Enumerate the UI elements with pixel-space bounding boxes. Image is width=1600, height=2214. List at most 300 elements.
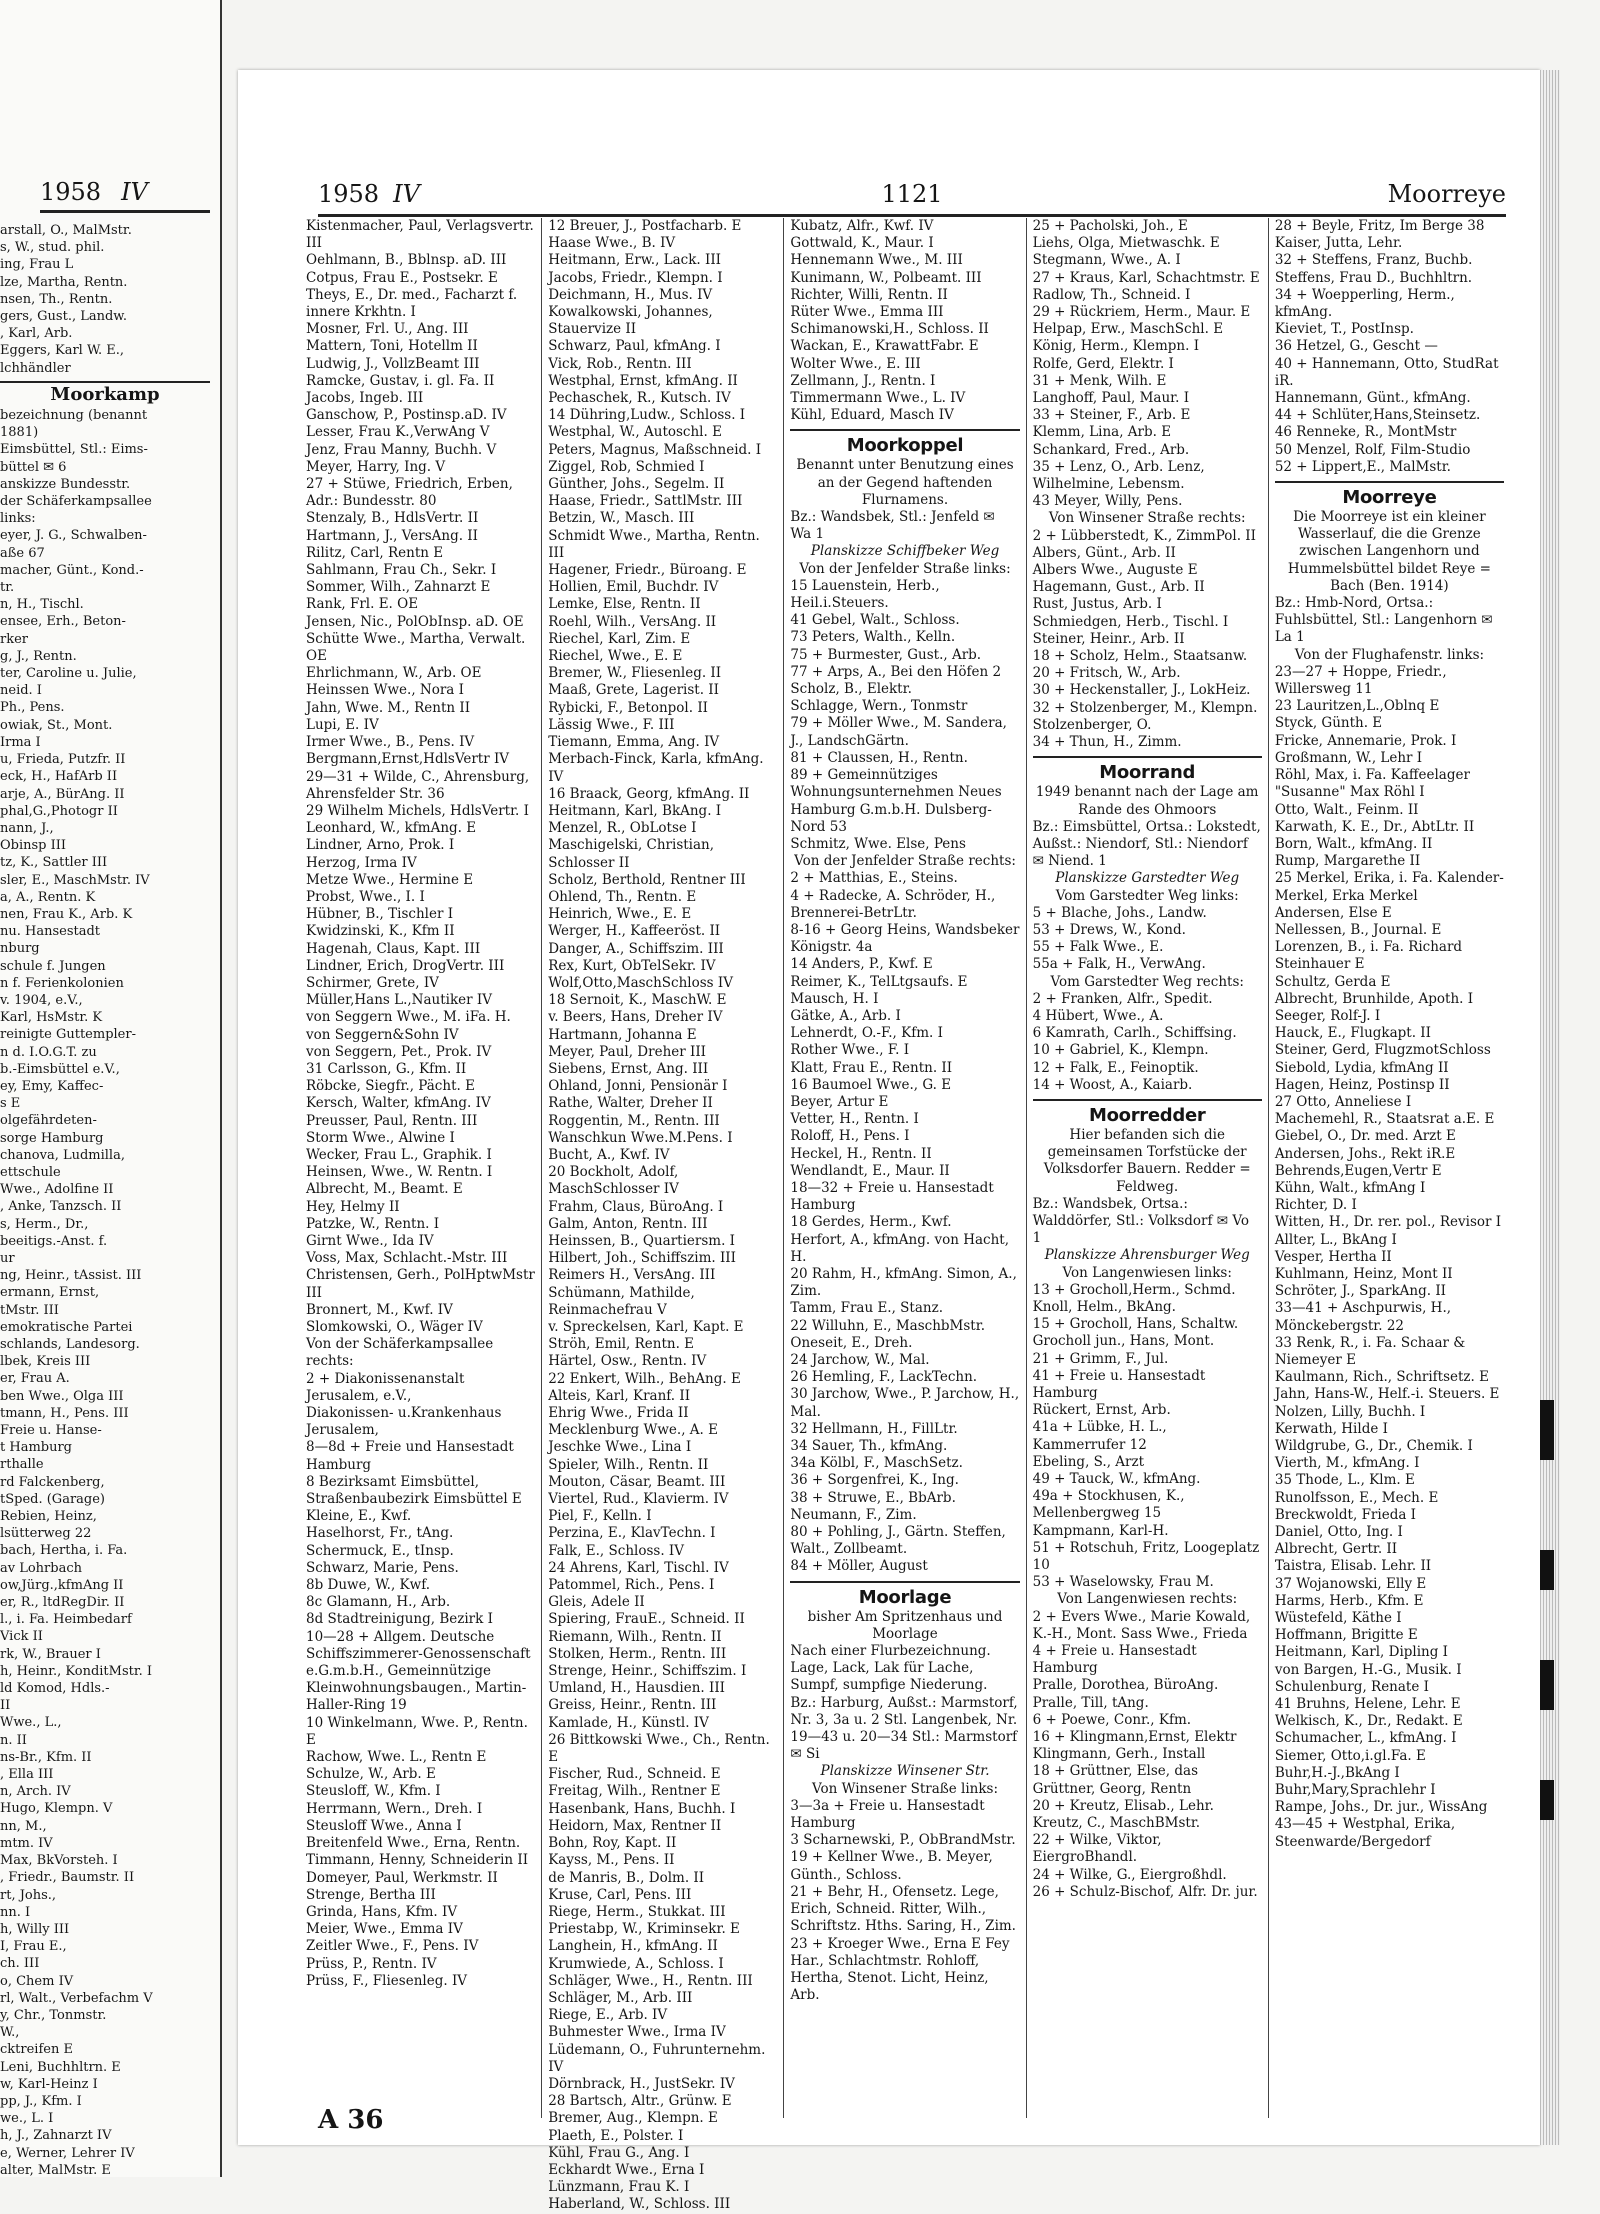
directory-entry: 4 Hübert, Wwe., A. [1032,1007,1164,1024]
directory-entry: 14 Anders, P., Kwf. E [790,956,933,973]
directory-entry: Mecklenburg Wwe., A. E [548,1422,718,1439]
directory-entry: Giebel, O., Dr. med. Arzt E [1274,1128,1456,1145]
directory-entry: Fischer, Rud., Schneid. E [548,1766,721,1783]
directory-entry: Christensen, Gerh., PolHptwMstr III [306,1267,535,1301]
directory-entry: Kruse, Carl, Pens. III [548,1886,692,1903]
directory-entry: Haselhorst, Fr., tAng. [306,1525,454,1542]
directory-entry: Galm, Anton, Rentn. III [548,1215,708,1232]
directory-entry: Kunimann, W., Polbeamt. III [790,269,982,286]
directory-entry: 18 + Grüttner, Else, das Grüttner, Georg, Rentn [1032,1763,1198,1797]
directory-entry: Jensen, Nic., PolObInsp. aD. OE [306,613,524,630]
directory-entry: Alteis, Karl, Kranf. II [548,1387,691,1404]
directory-entry: 28 Bartsch, Altr., Grünw. E [548,2093,732,2110]
directory-entry: Kuhlmann, Heinz, Mont II [1274,1265,1453,1282]
directory-entry: Steiner, Gerd, FlugzmotSchloss [1274,1042,1491,1059]
directory-entry: w, Karl-Heinz I [0,2076,98,2092]
directory-entry: 22 Willuhn, E., MaschbMstr. Oneseit, E., Dreh. [790,1317,985,1351]
directory-entry: Haase Wwe., B. IV [548,235,676,252]
directory-entry: Hauck, E., Flugkapt. II [1274,1025,1431,1042]
directory-entry: 43—45 + Westphal, Erika, Steenwarde/Bergedorf [1274,1816,1456,1850]
directory-entry: Rybicki, F., Betonpol. II [548,699,708,716]
directory-entry: rker [0,631,28,647]
header-volume: IV [393,180,420,208]
directory-entry: Riege, E., Arb. IV [548,2007,668,2024]
directory-entry: Preusser, Paul, Rentn. III [306,1112,478,1129]
directory-entry: 46 Renneke, R., MontMstr [1274,424,1457,441]
directory-entry: Kleine, E., Kwf. [306,1508,412,1525]
directory-entry: h, Heinr., KonditMstr. I [0,1663,153,1679]
directory-entry: Nach einer Flurbezeichnung. Lage, Lack, Lak für Lache, Sumpf, sumpfige Niederung. [790,1643,991,1694]
directory-entry: Heitmann, Karl, BkAng. I [548,802,722,819]
directory-entry: Eckhardt Wwe., Erna I [548,2161,705,2178]
directory-entry: rl, Walt., Verbefachm V [0,1990,153,2006]
column-5 [1269,218,1510,2118]
directory-entry: Schulze, W., Arb. E [306,1766,436,1783]
directory-entry: Schulenburg, Renate I [1274,1678,1429,1695]
directory-entry: e, Werner, Lehrer IV [0,2145,135,2161]
directory-entry: Rex, Kurt, ObTelSekr. IV [548,957,716,974]
directory-entry: tmann, H., Pens. III [0,1405,129,1421]
directory-entry: Priestabp, W., Kriminsekr. E [548,1921,740,1938]
directory-entry: Perzina, E., KlavTechn. I [548,1525,716,1542]
directory-entry: Vesper, Hertha II [1274,1248,1392,1265]
directory-entry: Haase, Friedr., SattlMstr. III [548,493,743,510]
directory-entry: ter, Caroline u. Julie, [0,666,137,682]
directory-entry: Scholz, B., Elektr. [790,681,912,698]
directory-entry: 18 + Scholz, Helm., Staatsanw. [1032,648,1248,665]
directory-entry: Kistenmacher, Paul, Verlagsvertr. III [306,218,534,252]
directory-entry: 30 + Heckenstaller, J., LokHeiz. [1032,682,1251,699]
column-1 [300,218,542,2118]
directory-entry: Jeschke Wwe., Lina I [548,1439,692,1456]
directory-entry: 24 Ahrens, Karl, Tischl. IV [548,1559,729,1576]
directory-entry: v. Beers, Hans, Dreher IV [548,1009,723,1026]
column-2 [542,218,784,2213]
directory-entry: 49a + Stockhusen, K., Mellenbergweg 15 [1032,1488,1185,1522]
directory-entry: pp, J., Kfm. I [0,2093,82,2109]
directory-entry: Rachow, Wwe. L., Rentn E [306,1749,487,1766]
directory-entry: s, W., stud. phil. [0,240,105,256]
directory-entry: 37 Wojanowski, Elly E [1274,1575,1427,1592]
directory-entry: Beyer, Artur E [790,1093,889,1110]
directory-entry: Richter, Willi, Rentn. II [790,286,948,303]
directory-entry: Lüdemann, O., Fuhrunternehm. IV [548,2041,766,2075]
directory-entry: von Seggern, Pet., Prok. IV [306,1043,492,1060]
street-note: bisher Am Spritzenhaus und Moorlage [807,1608,1003,1642]
directory-entry: Spiering, FrauE., Schneid. II [548,1611,745,1628]
directory-entry: a, A., Rentn. K [0,889,96,905]
directory-entry: Tiemann, Emma, Ang. IV [548,734,720,751]
directory-entry: Roloff, H., Pens. I [790,1128,910,1145]
directory-entry: tSped. (Garage) [0,1491,105,1507]
planskizze-note: Planskizze Winsener Str. [820,1763,990,1780]
directory-entry: Strenge, Heinr., Schiffszim. I [548,1663,747,1680]
directory-entry: ey, Emy, Kaffec- [0,1078,104,1094]
directory-entry: Kühn, Walt., kfmAng I [1274,1179,1426,1196]
directory-entry: Nellessen, B., Journal. E [1274,921,1442,938]
street-note: Hier befanden sich die gemeinsamen Torfstücke der Volksdorfer Bauern. Redder = Feldweg. [1043,1126,1251,1195]
directory-entry: lsütterweg 22 [0,1526,92,1542]
directory-entry: Bz.: Wandsbek, Ortsa.: Walddörfer, Stl.: Volksdorf ✉ Vo 1 [1032,1195,1250,1247]
directory-entry: 14 Dühring,Ludw., Schloss. I [548,407,746,424]
directory-entry: 18 Sernoit, K., MaschW. E [548,992,727,1009]
directory-entry: Wüstefeld, Käthe I [1274,1610,1402,1627]
directory-entry: 29 Wilhelm Michels, HdlsVertr. I [306,802,529,819]
directory-entry: 29 + Rückriem, Herm., Maur. E [1032,304,1251,321]
directory-entry: arstall, O., MalMstr. [0,223,132,238]
directory-entry: Kubatz, Alfr., Kwf. IV [790,218,934,234]
directory-entry: ettschule [0,1164,61,1180]
directory-entry: Schmidt Wwe., Martha, Rentn. III [548,527,760,561]
directory-entry: 14 + Woost, A., Kaiarb. [1032,1076,1193,1093]
directory-entry: lze, Martha, Rentn. [0,274,128,290]
directory-entry: Ehrig Wwe., Frida II [548,1405,689,1422]
directory-entry: Kaulmann, Rich., Schriftsetz. E [1274,1369,1489,1386]
directory-entry: 20 + Fritsch, W., Arb. [1032,665,1181,682]
directory-entry: von Bargen, H.-G., Musik. I [1274,1661,1462,1678]
directory-entry: Helpap, Erw., MaschSchl. E [1032,321,1224,338]
directory-entry: 15 + Grocholl, Hans, Schaltw. Grocholl jun., Hans, Mont. [1032,1316,1239,1350]
directory-entry: Heidorn, Max, Rentner II [548,1817,722,1834]
directory-entry: 81 + Claussen, H., Rentn. [790,749,968,766]
directory-entry: ben Wwe., Olga III [0,1388,124,1404]
directory-entry: eyer, J. G., Schwalben- [0,528,147,544]
directory-entry: 22 Enkert, Wilh., BehAng. E [548,1370,741,1387]
directory-entry: Westphal, W., Autoschl. E [548,424,722,441]
directory-entry: 36 + Sorgenfrei, K., Ing. [790,1472,959,1489]
directory-entry: Sommer, Wilh., Zahnarzt E [306,579,491,596]
directory-entry: Kühl, Frau G., Ang. I [548,2144,690,2161]
directory-entry: Storm Wwe., Alwine I [306,1129,455,1146]
directory-entry: Rust, Justus, Arb. I [1032,596,1162,613]
street-note: Von Winsener Straße rechts: [1048,510,1246,527]
directory-entry: Hilbert, Joh., Schiffszim. III [548,1250,736,1267]
directory-entry: h, Willy III [0,1921,70,1937]
directory-entry: 35 + Lenz, O., Arb. Lenz, Wilhelmine, Lebensm. [1032,458,1205,493]
directory-entry: Siebold, Lydia, kfmAng II [1274,1059,1449,1076]
directory-entry: 25 Merkel, Erika, i. Fa. Kalender-Merkel, Erka Merkel [1274,870,1504,904]
directory-entry: Klemm, Lina, Arb. E [1032,424,1172,441]
directory-entry: Herfort, A., kfmAng. von Hacht, H. [790,1231,1010,1265]
directory-entry: g, J., Rentn. [0,648,77,664]
directory-entry: arje, A., BürAng. II [0,786,125,802]
directory-entry: 51 + Rotschuh, Fritz, Loogeplatz 10 [1032,1539,1260,1574]
directory-entry: 12 + Falk, E., Feinoptik. [1032,1059,1199,1076]
directory-entry: Ludwig, J., VollzBeamt III [306,355,480,372]
directory-entry: Meyer, Paul, Dreher III [548,1043,706,1060]
directory-entry: u, Frieda, Putzfr. II [0,752,126,768]
directory-entry: Tamm, Frau E., Stanz. [790,1300,943,1317]
directory-entry: Dörnbrack, H., JustSekr. IV [548,2075,735,2092]
directory-entry: Günther, Johs., Segelm. II [548,476,725,493]
directory-entry: 28 + Beyle, Fritz, Im Berge 38 Kaiser, Jutta, Lehr. [1274,218,1485,252]
directory-entry: Taistra, Elisab. Lehr. II [1274,1558,1432,1575]
directory-entry: Maaß, Grete, Lagerist. II [548,682,719,699]
directory-entry: Bz.: Wandsbek, Stl.: Jenfeld ✉ Wa 1 [790,509,995,543]
directory-entry: Schumacher, L., kfmAng. I [1274,1730,1457,1747]
directory-entry: 2 + Evers Wwe., Marie Kowald, K.-H., Mont. Sass Wwe., Frieda [1032,1608,1251,1642]
directory-entry: 27 Otto, Anneliese I [1274,1093,1412,1110]
directory-entry: Metze Wwe., Hermine E [306,871,474,888]
directory-entry: 73 Peters, Walth., Kelln. [790,629,956,646]
directory-entry: 34 + Woepperling, Herm., kfmAng. [1274,286,1455,321]
directory-entry: 33 + Steiner, F., Arb. E [1032,407,1191,424]
directory-entry: 38 + Struwe, E., BbArb. Neumann, F., Zim. [790,1489,956,1523]
directory-entry: 53 + Waselowsky, Frau M. [1032,1574,1214,1591]
directory-entry: Müller,Hans L.,Nautiker IV [306,992,492,1009]
directory-entry: v. Spreckelsen, Karl, Kapt. E [548,1319,744,1335]
directory-entry: Ganschow, P., Postinsp.aD. IV [306,407,507,424]
directory-entry: 18 Gerdes, Herm., Kwf. [790,1214,952,1231]
directory-entry: Hagemann, Gust., Arb. II [1032,579,1205,596]
directory-entry: Steusloff Wwe., Anna I [306,1817,462,1834]
directory-entry: Diakonissen- u.Krankenhaus Jerusalem, [306,1405,502,1439]
directory-entry: 52 + Lippert,E., MalMstr. [1274,458,1451,475]
previous-page-volume: IV [121,178,148,206]
directory-entry: Rathe, Walter, Dreher II [548,1095,713,1112]
directory-entry: Andersen, Johs., Rekt iR.E [1274,1145,1456,1162]
directory-entry: rd Falckenberg, [0,1474,105,1490]
directory-entry: Menzel, R., ObLotse I [548,820,697,837]
directory-entry: neid. I [0,683,42,699]
street-note: Von der Flughafenstr. links: [1294,646,1485,663]
directory-entry: Heitmann, Karl, Dipling I [1274,1644,1449,1661]
directory-entry: Lesser, Frau K.,VerwAng V [306,424,490,441]
directory-entry: Vierth, M., kfmAng. I [1274,1455,1420,1472]
directory-entry: Steiner, Heinr., Arb. II [1032,630,1185,647]
street-note: Vom Garstedter Weg rechts: [1050,973,1244,990]
directory-entry: 41 + Freie u. Hansestadt Hamburg [1032,1367,1206,1401]
directory-entry: Steusloff, W., Kfm. I [306,1783,441,1800]
directory-entry: 27 + Stüwe, Friedrich, Erben, Adr.: Bundesstr. 80 [306,476,513,510]
directory-entry: Leonhard, W., kfmAng. E [306,820,477,837]
street-note: Von Langenwiesen rechts: [1057,1591,1238,1608]
directory-entry: 19 + Kellner Wwe., B. Meyer, Günth., Schloss. [790,1849,993,1883]
directory-entry: Albers, Günt., Arb. II [1032,544,1176,561]
directory-entry: Freitag, Wilh., Rentner E [548,1783,721,1800]
directory-entry: 4 + Freie u. Hansestadt Hamburg [1032,1643,1197,1677]
directory-entry: Schankard, Fred., Arb. [1032,441,1190,458]
directory-entry: Strenge, Bertha III [306,1886,436,1903]
directory-entry: Behrends,Eugen,Vertr E [1274,1162,1442,1179]
directory-entry: Lindner, Erich, DrogVertr. III [306,957,505,974]
directory-entry: Roehl, Wilh., VersAng. II [548,613,717,630]
directory-entry: Leni, Buchhltrn. E [0,2059,121,2075]
directory-entry: 3 Scharnewski, P., ObBrandMstr. [790,1832,1016,1849]
directory-entry: Hey, Helmy II [306,1198,400,1215]
directory-entry: 6 + Poewe, Conr., Kfm. [1032,1711,1192,1728]
directory-entry: Bergmann,Ernst,HdlsVertr IV [306,751,510,768]
previous-page-year: 1958 [40,178,102,206]
directory-entry: 41 Bruhns, Helene, Lehr. E [1274,1696,1461,1713]
street-note: 1949 benannt nach der Lage am Rande des Ohmoors [1035,784,1259,818]
directory-entry: Wolter Wwe., E. III [790,355,921,372]
directory-entry: Karwath, K. E., Dr., AbtLtr. II [1274,818,1475,835]
directory-entry: Rother Wwe., F. I [790,1042,910,1059]
directory-entry: anskizze Bundesstr. [0,476,131,492]
planskizze-note: Planskizze Ahrensburger Weg [1044,1247,1250,1264]
directory-entry: 2 + Franken, Alfr., Spedit. [1032,990,1213,1007]
directory-entry: 36 Hetzel, G., Gescht — [1274,338,1438,355]
directory-entry: Lemke, Else, Rentn. II [548,596,701,613]
directory-entry: Irma I [0,734,41,750]
directory-entry: Patzke, W., Rentn. I [306,1215,440,1232]
directory-entry: Hasenbank, Hans, Buchh. I [548,1800,736,1817]
directory-entry: 55a + Falk, H., VerwAng. [1032,956,1206,973]
directory-entry: , Anke, Tanzsch. II [0,1199,122,1215]
directory-entry: Schläger, M., Arb. III [548,1989,693,2006]
directory-entry: nen, Frau K., Arb. K [0,906,133,922]
directory-entry: büttel ✉ 6 [0,459,67,475]
directory-entry: Schümann, Mathilde, Reinmachefrau V [548,1284,695,1318]
directory-entry: links: [0,511,36,527]
directory-entry: sler, E., MaschMstr. IV [0,872,150,888]
directory-entry: Bremer, Aug., Klempn. E [548,2110,718,2127]
directory-entry: Ebeling, S., Arzt [1032,1453,1145,1470]
directory-entry: Kieviet, T., PostInsp. [1274,321,1414,338]
street-note: Von der Jenfelder Straße links: [799,560,1011,577]
directory-entry: 32 + Stolzenberger, M., Klempn. Stolzenberger, O. [1032,699,1258,733]
directory-entry: owiak, St., Mont. [0,717,113,733]
directory-entry: Rolfe, Gerd, Elektr. I [1032,355,1174,372]
directory-entry: Mouton, Cäsar, Beamt. III [548,1473,726,1490]
directory-entry: Hannemann, Günt., kfmAng. [1274,390,1471,407]
directory-entry: Kersch, Walter, kfmAng. IV [306,1095,491,1112]
directory-entry: Timmermann Wwe., L. IV [790,390,966,407]
directory-entry: Frahm, Claus, BüroAng. I [548,1198,724,1215]
directory-entry: Härtel, Osw., Rentn. IV [548,1353,707,1370]
directory-entry: 10 + Gabriel, K., Klempn. [1032,1042,1209,1059]
directory-entry: Ziggel, Rob, Schmied I [548,458,705,475]
directory-entry: Riechel, Wwe., E. E [548,648,683,665]
directory-entry: Schläger, Wwe., H., Rentn. III [548,1972,753,1989]
directory-entry: der Schäferkampsallee [0,494,152,510]
directory-entry: 8c Glamann, H., Arb. [306,1594,451,1611]
directory-entry: Fricke, Annemarie, Prok. I [1274,732,1457,749]
directory-entry: Buhmester Wwe., Irma IV [548,2024,726,2041]
directory-entry: Jacobs, Ingeb. III [306,390,424,407]
directory-entry: bach, Hertha, i. Fa. [0,1543,128,1559]
directory-entry: Lindner, Arno, Prok. I [306,837,455,854]
directory-entry: 16 Braack, Georg, kfmAng. II [548,785,750,802]
directory-entry: Von der Schäferkampsallee rechts: [306,1336,494,1370]
directory-entry: 32 Hellmann, H., FillLtr. [790,1420,958,1437]
directory-entry: 2 + Lübberstedt, K., ZimmPol. II [1032,527,1256,544]
directory-entry: Lorenzen, B., i. Fa. Richard Steinhauer E [1274,939,1463,973]
directory-entry: n, H., Tischl. [0,597,84,613]
directory-entry: 8—8d + Freie und Hansestadt Hamburg [306,1439,514,1473]
directory-entry: Piel, F., Kelln. I [548,1508,652,1525]
street-note: Die Moorreye ist ein kleiner Wasserlauf, die die Grenze zwischen Langenhorn und Hummelsbüttel bildet Reye = Bach (Ben. 1914) [1287,509,1491,594]
directory-entry: 34a Kölbl, F., MaschSetz. [790,1455,963,1472]
directory-entry: Viertel, Rud., Klavierm. IV [548,1491,729,1508]
directory-entry: Rückert, Ernst, Arb. [1032,1402,1171,1419]
directory-entry: Obinsp III [0,838,67,854]
directory-entry: t Hamburg [0,1440,73,1456]
directory-entry: Rüter Wwe., Emma III [790,304,944,321]
directory-entry: Klatt, Frau E., Rentn. II [790,1059,953,1076]
street-range: Moorreye [1387,180,1506,208]
directory-entry: Kwidzinski, K., Kfm II [306,923,455,940]
directory-entry: 3—3a + Freie u. Hansestadt Hamburg [790,1797,985,1832]
directory-entry: Freie u. Hanse- [0,1423,102,1439]
directory-entry: Hagen, Heinz, Postinsp II [1274,1076,1450,1093]
thumb-index-tab [1540,1400,1554,1460]
directory-entry: Prüss, P., Rentn. IV [306,1955,437,1972]
directory-entry: l., i. Fa. Heimbedarf [0,1612,132,1628]
directory-entry: , Friedr., Baumstr. II [0,1870,135,1886]
directory-entry: nsen, Th., Rentn. [0,291,113,307]
directory-entry: 8d Stadtreinigung, Bezirk I [306,1611,493,1628]
directory-entry: Riemann, Wilh., Rentn. II [548,1628,722,1645]
street-heading: Moorlage [790,1581,1019,1609]
directory-page [238,70,1540,2213]
directory-entry: Sahlmann, Frau Ch., Sekr. I [306,562,497,579]
directory-entry: Hagener, Friedr., Büroang. E [548,562,747,579]
directory-entry: Hoffmann, Brigitte E [1274,1627,1418,1644]
directory-entry: ermann, Ernst, [0,1285,100,1301]
directory-entry: Riechel, Karl, Zim. E [548,630,691,647]
directory-entry: Peters, Magnus, Maßschneid. I [548,441,762,458]
directory-entry: Schlagge, Wern., Tonmstr [790,698,968,715]
directory-entry: Schmiedgen, Herb., Tischl. I [1032,613,1229,630]
directory-entry: Richter, D. I [1274,1197,1357,1214]
directory-entry: 22 + Wilke, Viktor, EiergroBhandl. [1032,1832,1162,1866]
street-note: Von der Jenfelder Straße rechts: [794,853,1016,870]
directory-entry: Bohn, Roy, Kapt. II [548,1835,677,1852]
directory-entry: 26 Hemling, F., LackTechn. [790,1369,978,1386]
directory-entry: schule f. Jungen [0,958,106,974]
directory-entry: 26 Bittkowski Wwe., Ch., Rentn. E [548,1731,770,1766]
street-note: Benannt unter Benutzung eines an der Gegend haftenden Flurnamens. [796,457,1014,508]
directory-entry: phal,G.,Photogr II [0,803,118,819]
directory-entry: Wackan, E., KrawattFabr. E [790,338,979,355]
directory-entry: Styck, Günth. E [1274,715,1383,732]
directory-entry: 16 + Klingmann,Ernst, Elektr Klingmann, Gerh., Install [1032,1729,1237,1763]
directory-entry: b.-Eimsbüttel e.V., [0,1061,120,1077]
directory-entry: Westphal, Ernst, kfmAng. II [548,372,738,389]
directory-entry: schlands, Landesorg. [0,1337,140,1352]
directory-entry: Umland, H., Hausdien. III [548,1680,725,1697]
directory-entry: Schwarz, Marie, Pens. [306,1559,459,1576]
directory-entry: Theys, E., Dr. med., Facharzt f. innere Krkhtn. I [306,286,518,321]
directory-entry: Wwe., L., [0,1715,62,1731]
directory-entry: Ohlend, Th., Rentn. E [548,888,697,905]
directory-entry: Harms, Herb., Kfm. E [1274,1592,1424,1609]
directory-entry: Eggers, Karl W. E., [0,343,125,359]
directory-entry: Lünzmann, Frau K. I [548,2179,690,2196]
directory-entry: Allter, L., BkAng I [1274,1231,1397,1248]
directory-entry: nann, J., [0,820,54,836]
directory-entry: Lässig Wwe., F. III [548,716,675,733]
directory-entry: Cotpus, Frau E., Postsekr. E [306,269,498,286]
directory-entry: Maschigelski, Christian, Schlosser II [548,837,715,871]
directory-entry: olgefährdeten- [0,1113,97,1129]
directory-entry: Nolzen, Lilly, Buchh. I [1274,1403,1426,1420]
directory-entry: Krumwiede, A., Schloss. I [548,1955,724,1972]
directory-entry: 8b Duwe, W., Kwf. [306,1577,431,1594]
directory-entry: Seeger, Rolf-J. I [1274,1007,1381,1024]
directory-entry: Langhein, H., kfmAng. II [548,1938,718,1955]
directory-entry: ng, Heinr., tAssist. III [0,1268,142,1284]
directory-entry: 20 Bockholt, Adolf, MaschSchlosser IV [548,1164,679,1198]
directory-entry: Reimers H., VersAng. III [548,1267,716,1284]
directory-entry: Zeitler Wwe., F., Pens. IV [306,1938,479,1955]
directory-entry: h, J., Zahnarzt IV [0,2128,112,2144]
directory-entry: Buhr,Mary,Sprachlehr I [1274,1782,1436,1799]
directory-entry: Karl, HsMstr. K [0,1010,103,1026]
directory-entry: 25 + Pacholski, Joh., E [1032,218,1188,234]
